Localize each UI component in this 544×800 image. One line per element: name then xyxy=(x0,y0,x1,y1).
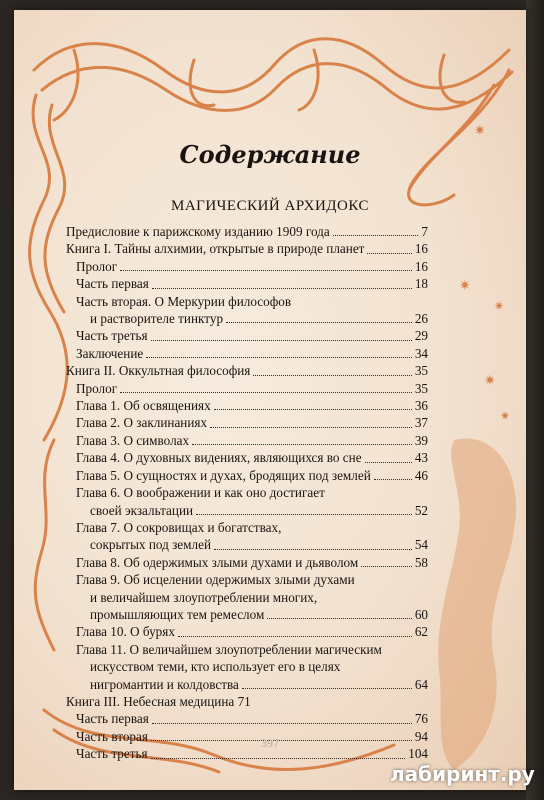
toc-leader-dots xyxy=(214,409,412,410)
table-of-contents xyxy=(66,223,428,763)
toc-entry xyxy=(66,641,428,658)
toc-page-number: 29 xyxy=(414,328,428,344)
svg-text:✷: ✷ xyxy=(474,124,486,139)
toc-entry-title: сокрытых под землей xyxy=(90,537,211,553)
page-number: 397 xyxy=(261,736,279,750)
toc-entry xyxy=(66,554,428,571)
toc-entry-title: Заключение xyxy=(76,345,144,361)
toc-entry xyxy=(66,345,428,362)
toc-page-number: 52 xyxy=(414,502,428,518)
toc-entry-title: промышляющих тем ремеслом xyxy=(90,606,265,622)
toc-entry-title: Глава 5. О сущностях и духах, бродящих под землей xyxy=(76,467,371,483)
toc-entry xyxy=(66,449,428,466)
toc-page-number: 35 xyxy=(414,380,428,396)
toc-leader-dots xyxy=(152,723,412,724)
toc-entry-title: Глава 4. О духовных видениях, являющихся во сне xyxy=(76,450,362,466)
toc-entry-title: Глава 8. Об одержимых злыми духами и дьяволом xyxy=(76,554,359,570)
toc-page-number: 7 xyxy=(421,224,428,239)
toc-leader-dots xyxy=(146,357,412,358)
toc-leader-dots xyxy=(333,235,419,236)
svg-text:✷: ✷ xyxy=(494,299,505,313)
toc-entry xyxy=(66,502,428,519)
toc-page-number: 104 xyxy=(408,746,428,762)
toc-page-number: 35 xyxy=(414,363,428,379)
toc-page-number: 46 xyxy=(414,467,428,483)
toc-entry-title: Часть третья xyxy=(76,328,148,344)
toc-page-number: 76 xyxy=(414,711,428,727)
toc-entry-title: Книга I. Тайны алхимии, открытые в природе планет xyxy=(66,241,365,257)
watermark-logo: лабиринт.ру xyxy=(390,762,535,786)
book-edge xyxy=(526,0,544,800)
toc-page-number: 39 xyxy=(414,432,428,448)
toc-entry-title: Предисловие к парижскому изданию 1909 года xyxy=(66,224,330,239)
toc-entry-title: Часть вторая xyxy=(76,728,148,744)
page-title: Содержание xyxy=(179,140,361,169)
toc-entry-title: Пролог xyxy=(76,380,118,396)
toc-entry-title: своей экзальтации xyxy=(90,502,194,518)
toc-entry xyxy=(66,606,428,623)
toc-leader-dots xyxy=(152,288,412,289)
toc-leader-dots xyxy=(253,375,411,376)
toc-leader-dots xyxy=(210,427,412,428)
toc-page-number: 43 xyxy=(414,450,428,466)
section-subtitle: МАГИЧЕСКИЙ АРХИДОКС xyxy=(171,198,369,214)
toc-page-number: 16 xyxy=(414,241,428,257)
toc-entry xyxy=(66,397,428,414)
toc-entry-title: Глава 2. О заклинаниях xyxy=(76,415,208,431)
toc-entry xyxy=(66,484,428,501)
toc-entry xyxy=(66,380,428,397)
toc-leader-dots xyxy=(267,618,412,619)
toc-page-number: 60 xyxy=(414,606,428,622)
toc-leader-dots xyxy=(367,253,411,254)
toc-entry xyxy=(66,293,428,310)
toc-leader-dots xyxy=(226,322,412,323)
toc-leader-dots xyxy=(365,462,412,463)
toc-entry-title: Часть вторая. О Меркурии философов xyxy=(76,293,292,309)
toc-entry xyxy=(66,571,428,588)
toc-page-number: 94 xyxy=(414,728,428,744)
toc-entry xyxy=(66,275,428,292)
toc-leader-dots xyxy=(120,392,412,393)
toc-entry xyxy=(66,240,428,257)
toc-entry-title: Книга III. Небесная медицина 71 xyxy=(66,693,251,709)
toc-entry-title: Часть третья xyxy=(76,746,148,762)
svg-text:✷: ✷ xyxy=(484,374,496,389)
toc-entry xyxy=(66,693,428,710)
toc-page-number: 16 xyxy=(414,258,428,274)
toc-entry-title: Часть первая xyxy=(76,276,149,292)
toc-entry xyxy=(66,362,428,379)
toc-leader-dots xyxy=(361,566,412,567)
toc-entry-title: Глава 3. О символах xyxy=(76,432,190,448)
toc-leader-dots xyxy=(196,514,412,515)
toc-page-number: 64 xyxy=(414,676,428,692)
toc-entry-title: Глава 11. О величайшем злоупотреблении магическим xyxy=(76,641,382,657)
toc-entry xyxy=(66,536,428,553)
toc-page-number: 18 xyxy=(414,276,428,292)
toc-leader-dots xyxy=(214,549,412,550)
toc-leader-dots xyxy=(151,758,406,759)
toc-page-number: 37 xyxy=(414,415,428,431)
book-page xyxy=(14,10,526,790)
toc-entry xyxy=(66,467,428,484)
toc-entry-title: Глава 9. Об исцелении одержимых злыми духами xyxy=(76,572,355,588)
toc-entry xyxy=(66,327,428,344)
toc-leader-dots xyxy=(151,340,412,341)
toc-page-number: 34 xyxy=(414,345,428,361)
toc-entry-title: Глава 1. Об освящениях xyxy=(76,398,211,414)
toc-entry-title: Глава 7. О сокровищах и богатствах, xyxy=(76,519,282,535)
toc-page-number: 36 xyxy=(414,398,428,414)
toc-leader-dots xyxy=(242,688,412,689)
toc-entry-title: Книга II. Оккультная философия xyxy=(66,363,251,379)
toc-entry xyxy=(66,414,428,431)
toc-entry-title: Глава 10. О бурях xyxy=(76,624,175,640)
toc-entry xyxy=(66,258,428,275)
toc-page-number: 58 xyxy=(414,554,428,570)
toc-entry xyxy=(66,623,428,640)
toc-entry xyxy=(66,310,428,327)
toc-entry-title: Глава 6. О воображении и как оно достигает xyxy=(76,485,325,501)
toc-leader-dots xyxy=(120,270,412,271)
toc-entry-title: нигромантии и колдовства xyxy=(90,676,239,692)
toc-entry xyxy=(66,432,428,449)
toc-entry-continuation: искусством теми, кто использует его в целях xyxy=(90,659,341,675)
toc-entry xyxy=(66,223,428,240)
toc-entry xyxy=(66,676,428,693)
toc-leader-dots xyxy=(178,636,412,637)
toc-page-number: 26 xyxy=(414,311,428,327)
toc-page-number: 54 xyxy=(414,537,428,553)
toc-entry-title: Пролог xyxy=(76,258,118,274)
toc-leader-dots xyxy=(192,444,412,445)
toc-entry-title: Часть первая xyxy=(76,711,149,727)
toc-entry xyxy=(66,710,428,727)
dragon-ornament xyxy=(438,438,516,770)
svg-text:✷: ✷ xyxy=(500,409,511,423)
toc-entry-continuation: и величайшем злоупотреблении многих, xyxy=(90,589,318,605)
toc-leader-dots xyxy=(374,479,412,480)
svg-text:✷: ✷ xyxy=(459,279,471,294)
toc-entry-title: и растворителе тинктур xyxy=(90,311,224,327)
toc-entry xyxy=(66,519,428,536)
toc-page-number: 62 xyxy=(414,624,428,640)
